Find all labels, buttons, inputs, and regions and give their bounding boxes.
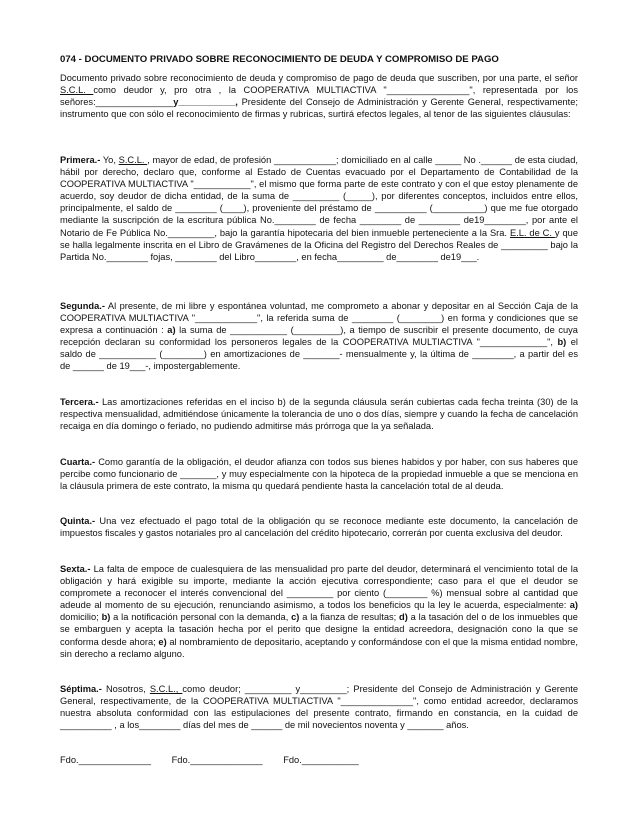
- clause-primera-text: Yo,: [100, 155, 119, 165]
- signature-1: Fdo.______________: [60, 755, 151, 765]
- clause-tercera: [60, 396, 578, 432]
- clause-segunda-text: Al presente, de mi libre y espontánea voluntad, me comprometo a abonar y depositar en al Sección Caja de la COOPERATIVA MULTIACTIVA "____________", la referida suma de ________ (________) en forma y condiciones que se expresa a continuación :: [60, 301, 578, 336]
- clause-cuarta-text: Como garantía de la obligación, el deudor afianza con todos sus bienes habidos y por haber, con sus haberes que percibe como funcionario de _______, y muy especialmente con la hipoteca de la propiedad inmueble a que se menciona en la cláusula primera de este contrato, la misma qu quedará pendiente hasta la cancelación total de al deuda.: [60, 457, 578, 492]
- clause-segunda-b: b): [557, 337, 567, 348]
- clause-sexta-d: d): [399, 612, 408, 623]
- clause-sexta-text-4: a la fianza de resultas;: [299, 612, 400, 623]
- intro-scl: S.C.L.: [60, 85, 94, 96]
- clause-sexta-e: e): [158, 636, 167, 647]
- clause-segunda: [60, 300, 578, 373]
- intro-text-2: como deudor y, pro otra , la COOPERATIVA MULTIACTIVA "________________", representada por los señores:_______________: [60, 85, 578, 108]
- clause-cuarta-label: Cuarta.-: [60, 457, 96, 467]
- clause-septima-scl: S.C.L.,: [149, 684, 183, 694]
- clause-sexta-text-2: domicilio;: [60, 612, 102, 623]
- clause-primera-text-3: y que se halla legalmente inscrita en el Libro de Gravámenes de la Oficina del Registro del Derechos Reales de _________ bajo la Partida No.________ fojas, ________ del Libro________, en fecha_________ de________ de19___.: [60, 227, 578, 262]
- clause-sexta-a: a): [569, 600, 578, 611]
- intro-text: Documento privado sobre reconocimiento de deuda y compromiso de pago de deuda que suscriben, por una parte, el señor: [60, 73, 578, 83]
- clause-sexta-text-6: al nombramiento de depositario, aceptando y conformándose con el que la misma entidad nombre, sin derecho a reclamo alguno.: [60, 636, 578, 659]
- clause-segunda-a: a): [167, 325, 176, 336]
- clause-quinta-text: Una vez efectuado el pago total de la obligación qu se reconoce mediante este documento, la cancelación de impuestos fiscales y gastos notariales pro al cancelación del crédito hipotecario, correrán por cuenta exclusiva del deudor.: [60, 516, 578, 539]
- clause-septima-label: Séptima.-: [60, 684, 102, 694]
- clause-quinta: [60, 515, 578, 539]
- intro-paragraph: [60, 72, 578, 120]
- clause-sexta: [60, 563, 578, 660]
- intro-text-3: Presidente del Consejo de Administración y Gerente General, respectivamente; instrumento que con sólo el reconocimiento de firmas y rubricas, surtirá efectos legales, al tenor de las siguientes cláusulas:: [60, 97, 578, 120]
- intro-bold: y___________,: [173, 97, 238, 108]
- clause-septima-text-2: como deudor; _________ y_________; Presidente del Consejo de Administración y Gerente General, respectivamente, de la COOPERATIVA MULTIACTIVA "______________", como entidad acreedor, declaramos nuestra absoluta conformidad con las estipulaciones del presente contrato, firmando en constancia, en la cuidad de __________ , a los________ días del mes de ______ de mil novecientos noventa y _______ años.: [60, 684, 578, 731]
- clause-sexta-text-5: a la tasación del o de los inmuebles que se embarguen y acepta la tasación hecha por el perito que designe la entidad acreedora, designación cono la que se conforma desde ahora;: [60, 612, 578, 647]
- clause-segunda-text-2: la suma de ___________ (_________), a tiempo de suscribir el presente documento, de cuya recepción declaran su conformidad los personeros legales de la COOPERATIVA MULTIACTIVA "_____________",: [60, 325, 578, 348]
- clause-sexta-c: c): [291, 612, 300, 623]
- clause-sexta-text-3: a la notificación personal con la demanda,: [110, 612, 292, 623]
- clause-quinta-label: Quinta.-: [60, 516, 96, 526]
- clause-primera: [60, 154, 578, 263]
- clause-tercera-text: Las amortizaciones referidas en el inciso b) de la segunda cláusula serán cubiertas cada fecha treinta (30) de la respectiva mensualidad, admitiéndose únicamente la tolerancia de uno o dos días, siempre y cuando la fecha de cancelación recaiga en día domingo o feriado, no pudiendo admitirse más prórroga que la ya señalada.: [60, 397, 578, 432]
- clause-septima-text: Nosotros,: [101, 684, 150, 694]
- document-title: 074 - DOCUMENTO PRIVADO SOBRE RECONOCIMIENTO DE DEUDA Y COMPROMISO DE PAGO: [60, 54, 499, 65]
- signature-line: [60, 754, 578, 766]
- signature-2: Fdo.______________: [171, 755, 263, 765]
- signature-3: Fdo.___________: [283, 755, 359, 765]
- clause-sexta-label: Sexta.-: [60, 564, 91, 574]
- clause-primera-elc: E.L. de C.: [509, 227, 555, 238]
- clause-primera-text-2: , mayor de edad, de profesión ____________; domiciliado en al calle _____ No .______ de esta ciudad, hábil por derecho, declaro que, conforme al Estado de Cuentas evacuado por el Departamento de Contabilidad de la COOPERATIVA MULTIACTIVA "___________", el mismo que forma parte de este contrato y con el que estoy plenamente de acuerdo, soy deudor de dicha entidad, de la suma de _________ (_____), por diferentes conceptos, incluidos entre ellos, principalmente, el saldo de ________ (____), proveniente del préstamo de __________ (__________) que me fue otorgado mediante la suscripción de la escritura pública No.________ de fecha ________ de ________ de19________, por ante el Notario de Fe Pública No._________, bajo la garantía hipotecaria del bien inmueble perteneciente a la Sra.: [60, 155, 578, 238]
- clause-primera-scl: S.C.L.: [118, 155, 148, 165]
- clause-primera-label: Primera.-: [60, 155, 101, 165]
- clause-sexta-b: b): [101, 612, 111, 623]
- clause-septima: [60, 683, 578, 731]
- clause-segunda-label: Segunda.-: [60, 301, 105, 311]
- clause-sexta-text: La falta de empoce de cualesquiera de las mensualidad pro parte del deudor, determinará el vencimiento total de la obligación y hará exigible su importe, mediante la acción ejecutiva correspondiente; caso para el que el deudor se compromete a reconocer el interés convencional del _________ por ciento (________ %) mensual sobre al cantidad que adeude al momento de su ejecución, renunciando asimismo, a todos los beneficios qu la ley le acuerda, especialmente:: [60, 564, 578, 611]
- clause-segunda-text-3: el saldo de ___________ (________) en amortizaciones de _______- mensualmente y, la última de ________, a partir del es de ______ de 19___-, impostergablemente.: [60, 337, 578, 372]
- clause-cuarta: [60, 456, 578, 492]
- clause-tercera-label: Tercera.-: [60, 397, 99, 407]
